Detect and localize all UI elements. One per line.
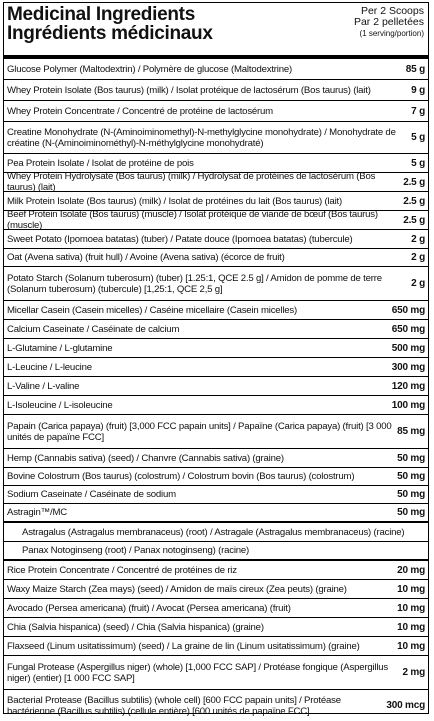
ingredient-name: Glucose Polymer (Maltodextrin) / Polymère de glucose (Maltodextrine): [7, 63, 292, 75]
ingredient-row: [4, 358, 428, 377]
ingredient-amount: 7 g: [411, 105, 425, 117]
ingredient-amount: 120 mg: [391, 380, 425, 392]
ingredient-amount: 10 mg: [397, 640, 425, 652]
ingredient-subrow: [4, 542, 428, 561]
ingredient-name: Fungal Protease (Aspergillus niger) (whole) [1,000 FCC SAP] / Protéase fongique (Aspergillus niger) (entier) [1 000 FCC SAP]: [7, 661, 389, 684]
ingredient-name: Whey Protein Hydrolysate (Bos taurus) (milk) / Hydrolysat de protéines de lactosérum (Bos taurus) (lait): [7, 171, 376, 193]
ingredient-name: Calcium Caseinate / Caséinate de calcium: [7, 323, 180, 335]
ingredient-amount: 2.5 g: [403, 195, 425, 207]
ingredient-name: Astragalus (Astragalus membranaceus) (root) / Astragale (Astragalus membranaceus) (racine): [22, 526, 405, 538]
serving-size: [354, 6, 424, 39]
ingredient-name: L-Valine / L-valine: [7, 380, 80, 392]
ingredient-amount: 50 mg: [397, 507, 425, 518]
ingredient-row: [4, 580, 428, 599]
ingredient-list: [4, 59, 428, 721]
ingredient-amount: 9 g: [411, 84, 425, 96]
ingredient-row: [4, 377, 428, 396]
ingredient-name: Panax Notoginseng (root) / Panax notoginseng) (racine): [22, 545, 250, 556]
ingredient-row: [4, 122, 428, 154]
ingredient-name: Pea Protein Isolate / Isolat de protéine de pois: [7, 157, 194, 169]
ingredient-amount: 10 mg: [397, 583, 425, 595]
ingredient-amount: 10 mg: [397, 602, 425, 614]
ingredient-name: L-Glutamine / L-glutamine: [7, 342, 113, 354]
ingredient-name: L-Isoleucine / L-isoleucine: [7, 399, 113, 411]
ingredient-amount: 2.5 g: [403, 214, 425, 226]
ingredient-name: Waxy Maize Starch (Zea mays) (seed) / Amidon de maïs cireux (Zea peuts) (graine): [7, 583, 347, 595]
ingredient-row: [4, 230, 428, 249]
ingredient-amount: 5 g: [411, 132, 425, 143]
ingredient-amount: 2.5 g: [403, 176, 425, 188]
ingredient-row: [4, 656, 428, 690]
ingredient-row: [4, 449, 428, 468]
ingredient-row: [4, 468, 428, 486]
ingredient-row: [4, 101, 428, 122]
ingredient-row: [4, 267, 428, 301]
medicinal-ingredients-panel: [3, 2, 429, 717]
ingredient-amount: 50 mg: [397, 471, 425, 482]
serving-line-3: (1 serving/portion): [359, 29, 424, 38]
ingredient-amount: 500 mg: [391, 342, 425, 354]
ingredient-row: [4, 504, 428, 523]
ingredient-name: Chia (Salvia hispanica) (seed) / Chia (Salvia hispanica) (graine): [7, 621, 264, 633]
serving-line-2: Par 2 pelletées: [353, 16, 424, 28]
ingredient-amount: 650 mg: [391, 304, 425, 316]
ingredient-row: [4, 80, 428, 101]
ingredient-name: Whey Protein Concentrate / Concentré de protéine de lactosérum: [7, 105, 273, 117]
ingredient-amount: 10 mg: [397, 621, 425, 633]
ingredient-row: [4, 320, 428, 339]
ingredient-row: [4, 396, 428, 415]
ingredient-amount: 300 mcg: [386, 700, 425, 711]
ingredient-name: Milk Protein Isolate (Bos taurus) (milk) / Isolat de protéines du lait (Bos taurus) (lait): [7, 195, 342, 207]
ingredient-row: [4, 599, 428, 618]
ingredient-row: [4, 339, 428, 358]
ingredient-amount: 650 mg: [391, 323, 425, 335]
ingredient-amount: 2 g: [411, 252, 425, 263]
panel-header: [4, 3, 428, 55]
ingredient-name: Flaxseed (Linum usitatissimum) (seed) / La graine de lin (Linum usitatissimum) (graine): [7, 640, 360, 652]
ingredient-name: Bacterial Protease (Bacillus subtilis) (whole cell) [600 FCC papain units] / Protéase bactérienne (Bacillus subtilis) (cellule entière) [600 unités de papaïne FCC]: [7, 694, 341, 717]
ingredient-row: [4, 561, 428, 580]
ingredient-row: [4, 637, 428, 656]
ingredient-name: L-Leucine / L-leucine: [7, 361, 92, 373]
ingredient-amount: 2 g: [411, 278, 425, 289]
ingredient-name: Oat (Avena sativa) (fruit hull) / Avoine (Avena sativa) (écorce de fruit): [7, 252, 285, 263]
ingredient-row: [4, 173, 428, 192]
ingredient-amount: 85 g: [405, 63, 425, 75]
ingredient-row: [4, 415, 428, 449]
ingredient-amount: 85 mg: [397, 426, 425, 437]
title-english: Medicinal Ingredients: [7, 4, 195, 25]
ingredient-row: [4, 59, 428, 80]
serving-line-1: Per 2 Scoops: [360, 5, 424, 17]
ingredient-row: [4, 211, 428, 230]
title-french: Ingrédients médicinaux: [7, 23, 213, 44]
ingredient-row: [4, 618, 428, 637]
ingredient-name: Astragin™/MC: [7, 507, 67, 518]
ingredient-name: Sodium Caseinate / Caséinate de sodium: [7, 489, 176, 500]
ingredient-amount: 5 g: [411, 157, 425, 169]
ingredient-amount: 20 mg: [397, 564, 425, 576]
ingredient-name: Potato Starch (Solanum tuberosum) (tuber) [1.25:1, QCE 2.5 g] / Amidon de pomme de terre (Solanum tuberosum) (tubercule) [1,25:1, QCE 2,5 g]: [7, 272, 382, 295]
ingredient-name: Whey Protein Isolate (Bos taurus) (milk) / Isolat protéique de lactosérum (Bos taurus) (lait): [7, 84, 371, 96]
ingredient-name: Avocado (Persea americana) (fruit) / Avocat (Persea americana) (fruit): [7, 602, 291, 614]
ingredient-name: Rice Protein Concentrate / Concentré de protéines de riz: [7, 564, 237, 576]
ingredient-row: [4, 301, 428, 320]
ingredient-amount: 2 mg: [402, 667, 425, 678]
ingredient-name: Creatine Monohydrate (N-(Aminoiminomethyl)-N-methylglycine monohydrate) / Monohydrate de créatine (N-(Aminoiminométhyl)-N-méthylglycine monohydraté): [7, 126, 396, 149]
ingredient-amount: 50 mg: [397, 489, 425, 500]
ingredient-amount: 50 mg: [397, 452, 425, 464]
ingredient-row: [4, 249, 428, 267]
ingredient-name: Sweet Potato (Ipomoea batatas) (tuber) / Patate douce (Ipomoea batatas) (tubercule): [7, 233, 353, 245]
ingredient-name: Micellar Casein (Casein micelles) / Caséine micellaire (Casein micelles): [7, 304, 298, 316]
ingredient-name: Beef Protein Isolate (Bos taurus) (muscle) / Isolat protéique de viande de bœuf (Bos taurus) (muscle): [7, 209, 378, 231]
ingredient-subrow: [4, 523, 428, 542]
ingredient-row: [4, 690, 428, 721]
ingredient-amount: 300 mg: [391, 361, 425, 373]
ingredient-amount: 2 g: [411, 233, 425, 245]
ingredient-row: [4, 486, 428, 504]
ingredient-name: Bovine Colostrum (Bos taurus) (colostrum) / Colostrum bovin (Bos taurus) (colostrum): [7, 471, 355, 482]
ingredient-name: Hemp (Cannabis sativa) (seed) / Chanvre (Cannabis sativa) (graine): [7, 452, 284, 464]
ingredient-amount: 100 mg: [391, 399, 425, 411]
ingredient-name: Papain (Carica papaya) (fruit) [3,000 FCC papain units] / Papaïne (Carica papaya) (fruit) [3 000 unités de papaïne FCC]: [7, 420, 392, 443]
